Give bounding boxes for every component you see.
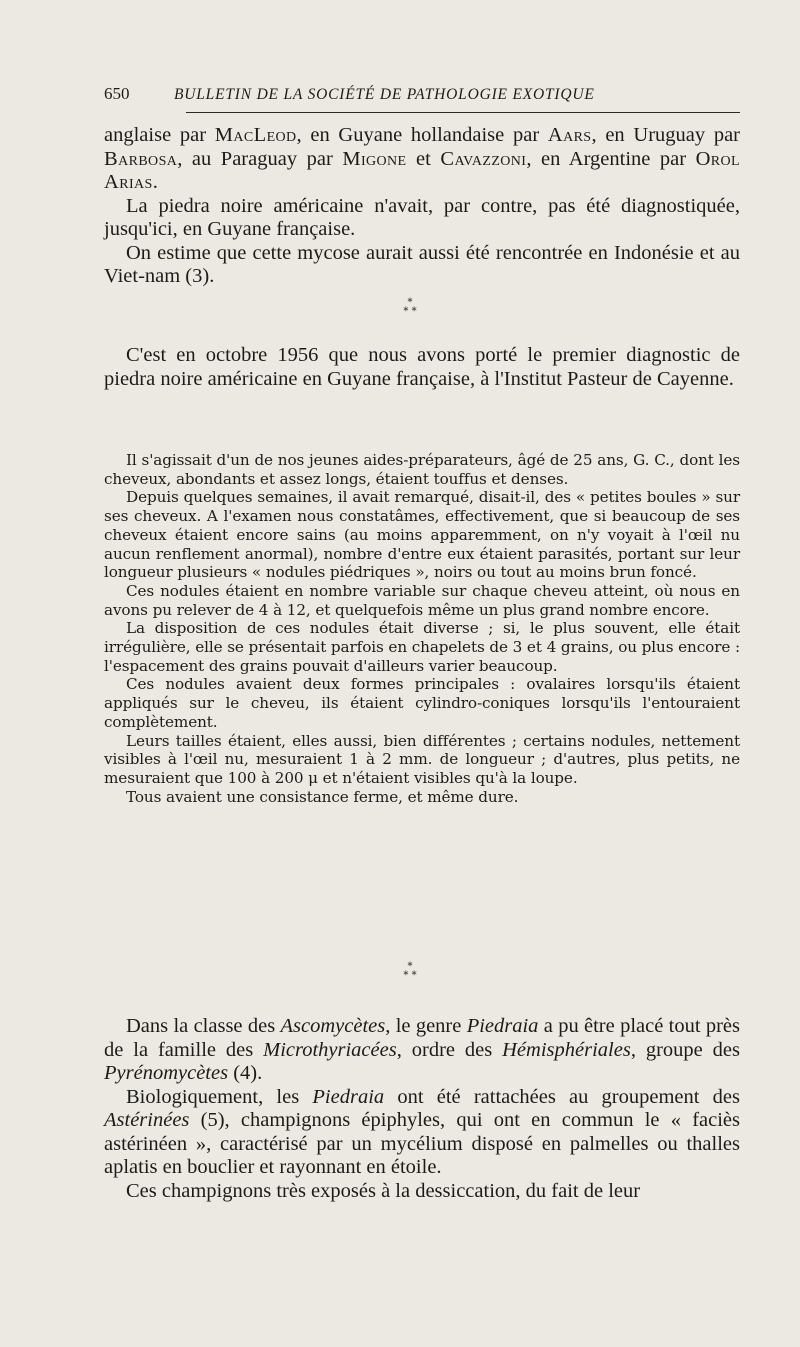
paragraph-indonesia: On estime que cette mycose aurait aussi été rencontrée en Indonésie et au Viet-nam (3). [104,241,740,287]
section-2 [104,344,740,391]
case-paragraph: Il s'agissait d'un de nos jeunes aides-préparateurs, âgé de 25 ans, G. C., dont les cheveux, abondants et assez longs, étaient touffus et denses. [104,451,740,488]
paragraph-french-guiana: La piedra noire américaine n'avait, par contre, pas été diagnostiquée, jusqu'ici, en Guyane française. [104,194,740,240]
taxon-name: Piedraia [312,1085,385,1108]
case-paragraph: Ces nodules étaient en nombre variable sur chaque cheveu atteint, où nous en avons pu relever de 4 à 12, et quelquefois même un plus grand nombre encore. [104,581,740,619]
header-rule [186,112,740,113]
taxon-name: Ascomycètes [280,1015,386,1037]
case-paragraph: Leurs tailles étaient, elles aussi, bien différentes ; certains nodules, nettement visibles à l'œil nu, mesuraient 1 à 2 mm. de longueur ; d'autres, plus petits, ne mesuraient que 100 à 200 μ et n'étaient visibles qu'à la loupe. [104,731,740,787]
section-3 [104,1015,740,1203]
author-name: MacLeod [214,124,297,146]
asterism-divider [380,962,440,980]
taxon-name: Piedraia [466,1015,539,1037]
case-paragraph: Ces nodules avaient deux formes principales : ovalaires lorsqu'ils étaient appliqués sur le cheveu, ils étaient cylindro-coniques lorsqu'ils l'entouraient complètement. [104,675,740,731]
taxon-name: Microthyriacées [263,1038,397,1061]
page-number: 650 [104,84,130,103]
asterism-top: * [407,297,413,308]
case-paragraph: Depuis quelques semaines, il avait remarqué, disait-il, des « petites boules » sur ses cheveux. A l'examen nous constatâmes, effectivement, que si beaucoup de ses cheveux étaient encore sains (au moins apparemment, on n'y voyait à l'œil nu aucun renflement anormal), nombre d'entre eux étaient parasités, portant sur leur longueur plusieurs « nodules piédriques », noirs ou tout au moins brun foncé. [104,488,740,582]
paragraph-first-diagnosis: C'est en octobre 1956 que nous avons porté le premier diagnostic de piedra noire américaine en Guyane française, à l'Institut Pasteur de Cayenne. [104,344,740,390]
paragraph-distribution: anglaise par MacLeod, en Guyane hollandaise par Aars, en Uruguay par Barbosa, au Paraguay par Migone et Cavazzoni, en Argentine par Orol Arias. [104,124,741,193]
author-name: Aars [547,124,592,146]
asterism-top: * [407,961,413,972]
case-report [104,451,740,806]
author-name: Cavazzoni [440,147,527,170]
asterism-divider [380,298,440,316]
taxon-name: Pyrénomycètes [104,1062,229,1084]
taxon-name: Astérinées [104,1109,190,1131]
asterism-bottom: * * [403,970,417,981]
running-title: BULLETIN DE LA SOCIÉTÉ DE PATHOLOGIE EXOTIQUE [174,86,595,103]
paragraph-classification: Dans la classe des Ascomycètes, le genre Piedraia a pu être placé tout près de la famille des Microthyriacées, ordre des Hémisphériales, groupe des Pyrénomycètes (4). [104,1015,741,1084]
author-name: Barbosa [104,147,178,170]
taxon-name: Hémisphériales [502,1038,631,1061]
case-paragraph: La disposition de ces nodules était diverse ; si, le plus souvent, elle était irrégulière, elle se présentait parfois en chapelets de 3 et 4 grains, ou plus encore : l'espacement des grains pouvait d'ailleurs varier beaucoup. [104,619,740,675]
page-header [104,84,740,113]
section-1 [104,124,740,289]
paragraph-dessiccation: Ces champignons très exposés à la dessiccation, du fait de leur [126,1179,641,1202]
asterism-bottom: * * [403,306,417,317]
paragraph-biology: Biologiquement, les Piedraia ont été rattachées au groupement des Astérinées (5), champignons épiphyles, qui ont en commun le « faciès astérinéen », caractérisé par un mycélium disposé en palmelles ou thalles aplatis en bouclier et rayonnant en étoile. [104,1085,740,1178]
case-paragraph: Tous avaient une consistance ferme, et même dure. [126,787,519,806]
author-name: Migone [342,147,407,170]
author-name: Orol Arias [104,147,740,193]
